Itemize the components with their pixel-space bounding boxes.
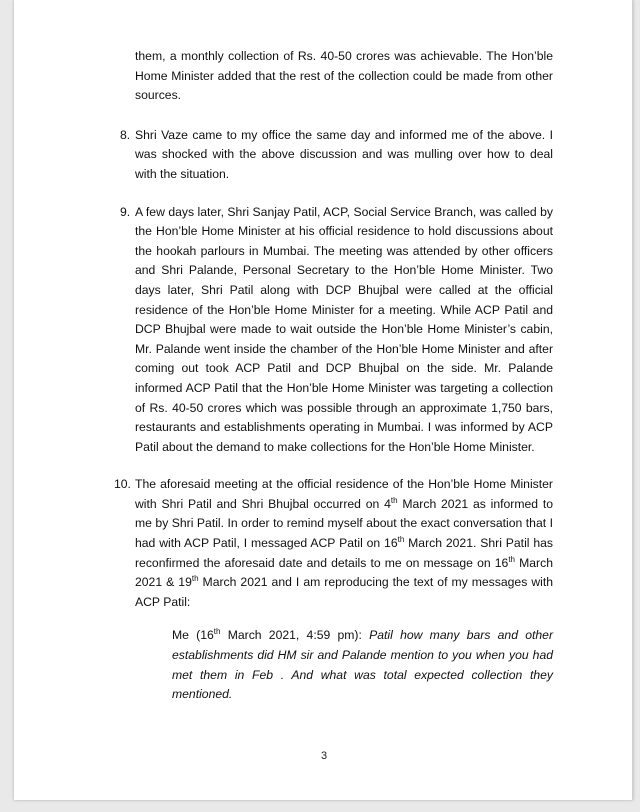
paragraph-text: The aforesaid meeting at the official residence of the Hon’ble Home Minister with Shri Patil and Shri Bhujbal occurred on 4th March 2021 as informed to me by Shri Patil. In order to remind myself about the exact conversation that I had with ACP Patil, I messaged ACP Patil on 16th March 2021. Shri Patil has reconfirmed the aforesaid date and details to me on message on 16th March 2021 & 19th March 2021 and I am reproducing the text of my messages with ACP Patil: — [135, 477, 553, 609]
paragraph-number: 10. — [114, 477, 131, 492]
paragraph-8 — [120, 126, 553, 185]
paragraph-number: 8. — [120, 127, 131, 142]
quoted-message-text: Patil how many bars and other establishments did HM sir and Palande mention to you when you had met them in Feb . And what was total expected collection they mentioned. — [172, 628, 554, 702]
document-body — [114, 47, 554, 723]
paragraph-text: Shri Vaze came to my office the same day and informed me of the above. I was shocked with the above discussion and was mulling over how to deal with the situation. — [135, 127, 553, 181]
paragraph-7-continuation — [135, 47, 553, 106]
document-page — [14, 0, 633, 800]
paragraph-text: them, a monthly collection of Rs. 40-50 crores was achievable. The Hon’ble Home Minister added that the rest of the collection could be made from other sources. — [135, 49, 553, 103]
paragraph-number: 9. — [120, 204, 131, 219]
quoted-message: Me (16th March 2021, 4:59 pm): Patil how many bars and other establishments did HM sir and Palande mention to you when you had met them in Feb . And what was total expected collection they mentioned. — [172, 627, 554, 702]
paragraph-10 — [114, 475, 554, 705]
paragraph-9 — [120, 203, 553, 458]
page-number: 3 — [320, 750, 328, 762]
paragraph-text: A few days later, Shri Sanjay Patil, ACP, Social Service Branch, was called by the Hon’ble Home Minister at his official residence to hold discussions about the hookah parlours in Mumbai. The meeting was attended by other officers and Shri Palande, Personal Secretary to the Hon’ble Home Minister. Two days later, Shri Patil along with DCP Bhujbal were called at the official residence of the Hon’ble Home Minister for a meeting. While ACP Patil and DCP Bhujbal were made to wait outside the Hon’ble Home Minister’s cabin, Mr. Palande went inside the chamber of the Hon’ble Home Minister and after coming out took ACP Patil and DCP Bhujbal on the side. Mr. Palande informed ACP Patil that the Hon’ble Home Minister was targeting a collection of Rs. 40-50 crores which was possible through an approximate 1,750 bars, restaurants and establishments operating in Mumbai. I was informed by ACP Patil about the demand to make collections for the Hon’ble Home Minister. — [135, 204, 553, 454]
